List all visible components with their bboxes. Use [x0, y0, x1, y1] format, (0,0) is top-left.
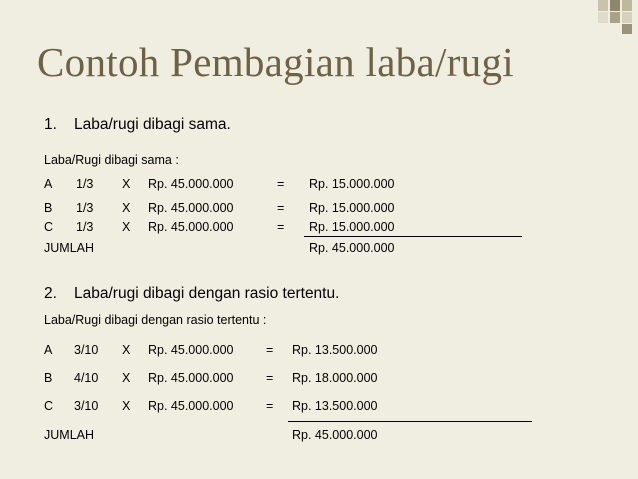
total-label: JUMLAH — [44, 428, 95, 442]
share-result: Rp. 13.500.000 — [292, 343, 378, 357]
share-ratio: 1/3 — [76, 177, 94, 191]
corner-decoration-tile — [598, 0, 608, 11]
multiply-sign: X — [122, 343, 131, 357]
corner-decoration-tile — [610, 0, 620, 11]
total-amount: Rp. 45.000.000 — [148, 220, 234, 234]
partner-name: B — [44, 201, 53, 215]
section2-heading-text: Laba/rugi dibagi dengan rasio tertentu. — [74, 285, 340, 302]
share-result: Rp. 15.000.000 — [309, 201, 395, 215]
equals-sign: = — [266, 399, 274, 413]
multiply-sign: X — [122, 371, 131, 385]
partner-name: B — [44, 371, 53, 385]
equals-sign: = — [266, 371, 274, 385]
partner-name: A — [44, 177, 53, 191]
section1-number: 1. — [44, 116, 57, 133]
share-ratio: 1/3 — [76, 220, 94, 234]
corner-decoration-tile — [610, 12, 620, 23]
partner-name: C — [44, 399, 54, 413]
share-result: Rp. 13.500.000 — [292, 399, 378, 413]
slide-title: Contoh Pembagian laba/rugi — [37, 39, 514, 85]
section2-number: 2. — [44, 285, 57, 302]
multiply-sign: X — [122, 399, 131, 413]
equals-sign: = — [277, 177, 285, 191]
multiply-sign: X — [122, 201, 131, 215]
corner-decoration-tile — [622, 12, 632, 23]
share-ratio: 3/10 — [74, 343, 99, 357]
equals-sign: = — [277, 220, 285, 234]
sum-divider-line — [288, 421, 532, 422]
section1-heading — [44, 116, 231, 134]
section1-subtitle: Laba/Rugi dibagi sama : — [44, 153, 179, 167]
total-amount: Rp. 45.000.000 — [148, 343, 234, 357]
section2-subtitle: Laba/Rugi dibagi dengan rasio tertentu : — [44, 313, 267, 327]
corner-decoration-tile — [622, 24, 632, 34]
share-ratio: 4/10 — [74, 371, 99, 385]
share-result: Rp. 15.000.000 — [309, 220, 395, 234]
total-label: JUMLAH — [44, 241, 95, 255]
multiply-sign: X — [122, 220, 131, 234]
partner-name: A — [44, 343, 53, 357]
section2-heading — [44, 285, 339, 303]
total-amount: Rp. 45.000.000 — [148, 201, 234, 215]
share-ratio: 1/3 — [76, 201, 94, 215]
total-value: Rp. 45.000.000 — [292, 428, 378, 442]
section1-heading-text: Laba/rugi dibagi sama. — [74, 116, 231, 133]
total-amount: Rp. 45.000.000 — [148, 399, 234, 413]
share-result: Rp. 15.000.000 — [309, 177, 395, 191]
total-value: Rp. 45.000.000 — [309, 241, 395, 255]
total-amount: Rp. 45.000.000 — [148, 371, 234, 385]
equals-sign: = — [277, 201, 285, 215]
corner-decoration-tile — [622, 0, 632, 11]
total-amount: Rp. 45.000.000 — [148, 177, 234, 191]
corner-decoration-tile — [598, 12, 608, 23]
share-result: Rp. 18.000.000 — [292, 371, 378, 385]
partner-name: C — [44, 220, 54, 234]
equals-sign: = — [266, 343, 274, 357]
sum-divider-line — [304, 236, 522, 237]
multiply-sign: X — [122, 177, 131, 191]
share-ratio: 3/10 — [74, 399, 99, 413]
